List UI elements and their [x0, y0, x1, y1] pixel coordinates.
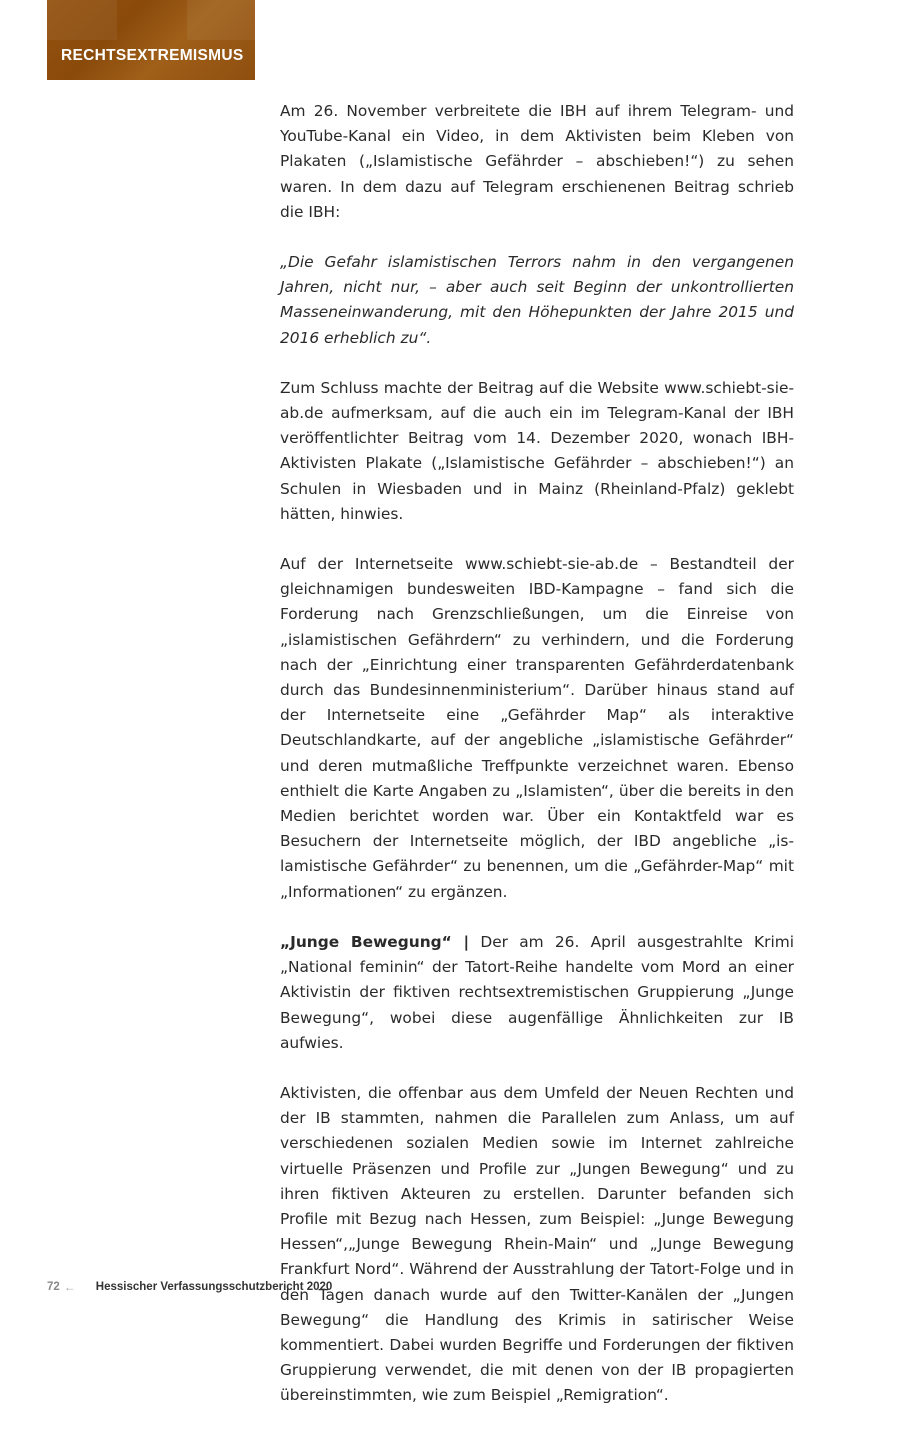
paragraph [280, 930, 794, 1056]
tab-decoration [47, 0, 117, 40]
paragraph-text: Der am 26. April ausgestrahlte Krimi „National feminin“ der Tatort-Reihe handelte vom Mord an einer Aktivistin der fiktiven rechtsextremistischen Gruppierung „Junge Bewegung“, wobei diese augenfällige Ähnlichkeiten zur IB aufwies. [280, 932, 794, 1052]
quote-paragraph: „Die Gefahr islamistischen Terrors nahm in den vergangenen Jahren, nicht nur, – aber auch seit Beginn der unkontrollierten Masseneinwanderung, mit den Höhepunkten der Jahre 2015 und 2016 erheblich zu“. [280, 253, 794, 347]
paragraph-lead-heading: „Junge Bewegung“ | [280, 932, 470, 951]
report-title: Hessischer Verfassungsschutzbericht 2020 [95, 1281, 333, 1293]
section-label: RECHTSEXTREMISMUS [61, 47, 244, 64]
paragraph: Zum Schluss machte der Beitrag auf die Website www.schiebt-sie-ab.de aufmerksam, auf die auch ein im Telegram-Kanal der IBH veröffentlichter Beitrag vom 14. Dezember 2020, wonach IBH-Aktivisten Plakate („Islamistische Gefährder – abschieben!“) an Schulen in Wiesbaden und in Mainz (Rheinland-Pfalz) geklebt hätten, hinwies. [280, 378, 794, 523]
paragraph: Aktivisten, die offenbar aus dem Umfeld der Neuen Rechten und der IB stammten, nahmen die Parallelen zum Anlass, um auf verschiedenen sozialen Medien sowie im Internet zahlreiche virtuelle Präsenzen und Profile zur „Jungen Bewegung“ und zu ihren fiktiven Akteuren zu erstellen. Darunter befanden sich Profile mit Bezug nach Hessen, zum Beispiel: „Junge Bewegung Hessen“,„Junge Bewegung Rhein-Main“ und „Junge Bewegung Frankfurt Nord“. Während der Ausstrahlung der Tatort-Folge und in den Tagen danach wurde auf den Twitter-Kanälen der „Jungen Bewegung“ die Handlung des Krimis in satirischer Weise kommentiert. Dabei wurden Begriffe und Forderungen der fiktiven Gruppierung verwendet, die mit denen von der IB propagierten übereinstimmten, wie zum Beispiel „Remigration“. [280, 1083, 794, 1405]
arrow-left-icon: ← [63, 1280, 76, 1294]
page-number: 72 [47, 1281, 60, 1293]
paragraph: Auf der Internetseite www.schiebt-sie-ab.de – Bestandteil der gleichnamigen bundesweiten IBD-Kampagne – fand sich die Forderung nach Grenzschließungen, um die Einreise von „islamistischen Gefährdern“ zu verhindern, und die Forderung nach der „Einrichtung einer transparenten Gefährderdatenbank durch das Bundesinnenministerium“. Darüber hinaus stand auf der Internetseite eine „Gefährder Map“ als interaktive Deutschlandkarte, auf der angebliche „islamistische Gefährder“ und deren mutmaßliche Treffpunkte verzeichnet waren. Ebenso enthielt die Karte Angaben zu „Islamisten“, über die bereits in den Medien berichtet worden war. Über ein Kontaktfeld war es Besuchern der Internetseite möglich, der IBD angebliche „islamistische Gefährder“ zu benennen, um die „Gefährder-Map“ mit „Informationen“ zu ergänzen. [280, 555, 794, 901]
tab-decoration [187, 0, 255, 40]
section-tab [47, 0, 255, 80]
page-footer [47, 1278, 332, 1296]
article-body [280, 99, 794, 1434]
paragraph: Am 26. November verbreitete die IBH auf ihrem Telegram- und YouTube-Kanal ein Video, in dem Aktivisten beim Kleben von Plakaten („Islamistische Gefährder – abschieben!“) zu sehen waren. In dem dazu auf Telegram erschienenen Beitrag schrieb die IBH: [280, 102, 794, 221]
